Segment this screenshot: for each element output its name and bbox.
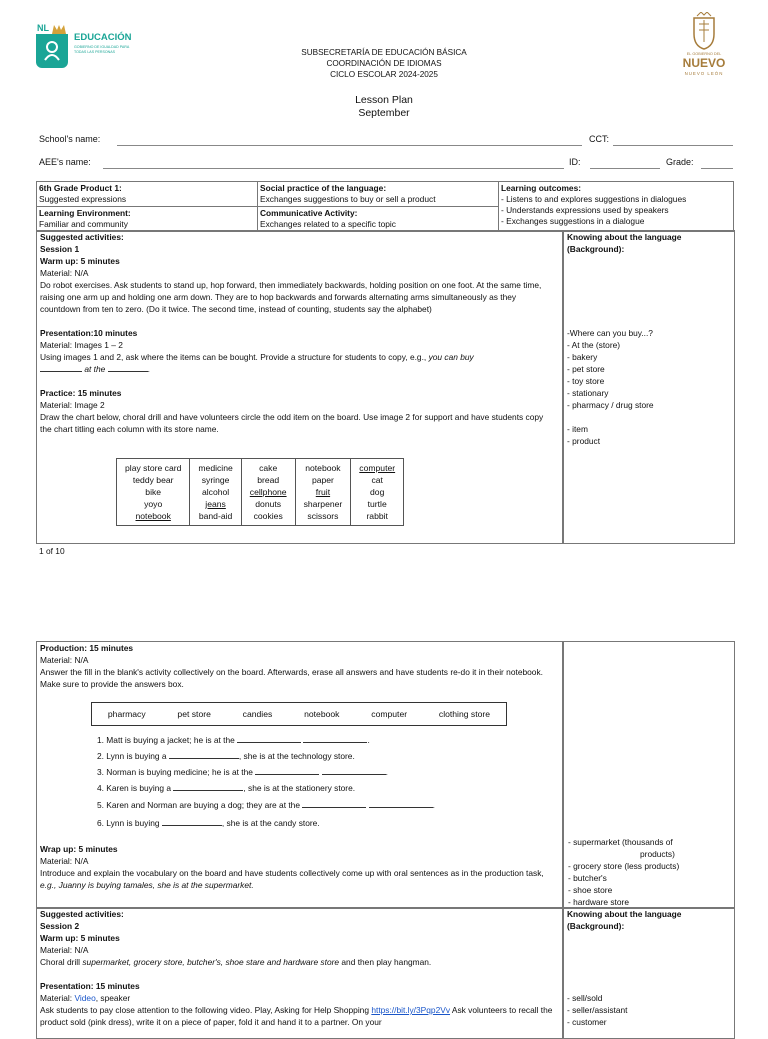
wrapup-section [40,843,556,891]
chart-item: cookies [253,511,283,521]
social-value: Exchanges suggestions to buy or sell a product [260,194,436,204]
structure-blank-1 [40,363,82,372]
chart-item: turtle [367,499,387,509]
wordbank-item: clothing store [438,709,491,719]
answer-blank[interactable] [169,750,239,759]
sentence-text: , she is at the candy store. [221,818,320,828]
fill-sentence-3: 3. Norman is buying medicine; he is at the . [97,767,388,777]
product-label: 6th Grade Product 1: [39,183,122,193]
sentence-text: 5. Karen and Norman are buying a dog; they are at the [97,800,300,810]
social-cell [258,182,499,207]
session2-warmup-text [40,956,558,968]
bg-list-item: - pharmacy / drug store [567,400,654,410]
chart-column [190,459,241,526]
fill-sentence-4 [97,782,355,793]
info-table [36,181,734,232]
chart-item: notebook [305,463,341,473]
chart-item: play store card [125,463,182,473]
chart-item: bike [145,487,162,497]
nuevo-leon-logo [672,12,736,80]
environment-value: Familiar and community [39,219,128,229]
outcome-2: - Understands expressions used by speakers [501,205,669,215]
social-label: Social practice of the language: [260,183,387,193]
gov-big-text: NUEVO [682,56,726,70]
gov-small-text: EL GOBIERNO DEL [686,52,722,56]
session1-presentation-text: Using images 1 and 2, ask where the items can be bought. Provide a structure for students to copy, e.g., [40,352,427,362]
education-tagline: GOBIERNO DE IGUALDAD PARA TODAS LAS PERSONAS [74,45,130,54]
session1-label: Session 1 [40,244,80,254]
session1-practice-material: Material: Image 2 [40,400,105,410]
fill-sentence-6 [97,817,320,828]
sentence-text: , she is at the stationery store. [243,783,356,793]
sentence-text: 3. Norman is buying medicine; he is at the [97,767,253,777]
bg-list-item: - stationary [567,388,609,398]
session2-pres-material [40,992,558,1004]
session2-knowing-title: Knowing about the language (Background): [567,909,682,931]
chart-item: syringe [201,475,230,485]
child-figure-icon [42,40,62,62]
session1-heading: Suggested activities: [40,232,124,242]
sentence-text: , she is at the technology store. [238,751,355,761]
sentence-text: 2. Lynn is buying a [97,751,167,761]
session1-warmup-text: Do robot exercises. Ask students to stand up, hop forward, then immediately backwards, holding position on one foot. At the same time, raising one arm up and holding one arm down. They are to hop backwards and forwards alternating arms simultaneously as they countdown from ten to zero. (Do it twice. The second time, instead of counting, students say the alphabet) [40,280,542,314]
chart-item: scissors [307,511,339,521]
session1-knowing-title: Knowing about the language (Background): [567,232,682,254]
chart-item: computer [359,463,396,473]
aee-name-label: AEE's name: [39,157,91,167]
communicative-value: Exchanges related to a specific topic [260,219,396,229]
answer-blank[interactable] [173,782,243,791]
session1-structure-line: at the . [40,363,556,375]
header-line-3: CICLO ESCOLAR 2024-2025 [330,70,438,79]
structure-part-b: at the [84,364,106,374]
bg-list-item: - bakery [567,352,598,362]
session1-practice-text: Draw the chart below, choral drill and have volunteers circle the odd item on the board. Use image 2 for support and have students copy the chart titling each column with its store name. [40,412,544,434]
bg-customer: - customer [567,1017,607,1027]
bg-hardware: - hardware store [568,897,629,907]
bg-butchers: - butcher's [568,873,607,883]
chart-item: donuts [255,499,282,509]
production-title: Production: 15 minutes [40,643,134,653]
header-line-1: SUBSECRETARÍA DE EDUCACIÓN BÁSICA [301,48,467,57]
structure-blank-2 [108,363,148,372]
session2-pres-title: Presentation: 15 minutes [40,981,140,991]
gov-sub-text: NUEVO LEÓN [684,71,724,76]
pres-text-a: Ask students to pay close attention to the following video. Play, Asking for Help Shopping [40,1005,369,1015]
crown-icon [52,25,66,34]
answer-blank[interactable] [303,734,367,743]
wrapup-material: Material: N/A [40,856,89,866]
session2-background [567,908,731,1028]
answer-blank[interactable] [302,799,366,808]
chart-item: jeans [205,499,226,509]
production-text: Answer the fill in the blank's activity collectively on the board. Afterwards, erase all answers and have students re-do it in their notebook. Make sure to provide the answers box. [40,667,543,689]
video-link[interactable]: Video [74,993,96,1003]
session1-presentation-title: Presentation:10 minutes [40,328,138,338]
chart-column [117,459,190,526]
wrapup-title: Wrap up: 5 minutes [40,844,118,854]
chart-item: yoyo [144,499,163,509]
fill-sentence-5: 5. Karen and Norman are buying a dog; they are at the . [97,800,435,810]
production-section [40,642,556,690]
bg-sell: - sell/sold [567,993,603,1003]
outcomes-label: Learning outcomes: [501,183,582,193]
bg-seller: - seller/assistant [567,1005,628,1015]
coat-of-arms-icon [689,12,719,50]
answer-blank[interactable] [162,817,222,826]
sentence-text: 1. Matt is buying a jacket; he is at the [97,735,235,745]
wordbank-item: candies [242,709,273,719]
answer-blank[interactable] [237,734,301,743]
production-material: Material: N/A [40,655,89,665]
warmup-text-a: Choral drill [40,957,81,967]
session1-presentation-material: Material: Images 1 – 2 [40,340,123,350]
wordbank-item: pharmacy [107,709,146,719]
id-field[interactable] [590,168,660,169]
session1-warmup-material: Material: N/A [40,268,89,278]
bg-supermarket-cont: products) [640,849,675,859]
chart-item: cat [371,475,383,485]
school-name-label: School's name: [39,134,101,144]
chart-item: sharpener [303,499,343,509]
session2-activities [40,908,558,1028]
outcome-3: - Exchanges suggestions in a dialogue [501,216,645,226]
session1-practice-title: Practice: 15 minutes [40,388,122,398]
chart-item: band-aid [198,511,233,521]
chart-item: medicine [198,463,233,473]
header-line-2: COORDINACIÓN DE IDIOMAS [326,59,442,68]
session2-warmup-material: Material: N/A [40,945,89,955]
outcomes-cell [499,182,734,232]
bg-grocery: - grocery store (less products) [568,861,680,871]
cct-field[interactable] [613,145,733,146]
fill-sentence-1: 1. Matt is buying a jacket; he is at the . [97,735,370,745]
session1-presentation-text-line [40,351,556,363]
pres-text-b: Ask volunteers to recall the product sold (pink dress), write it on a piece of paper, fold it and hand it to a partner. On your [40,1005,553,1027]
product-cell [37,182,258,207]
wrapup-eg: e.g., [40,880,57,890]
bg-store-list [567,351,731,411]
document-month: September [358,107,410,119]
structure-part-a: you can buy [428,352,474,362]
chart-item: cake [259,463,278,473]
session2-pres-text [40,1004,558,1028]
chart-item: bread [257,475,280,485]
bg-item-list [567,423,731,447]
answers-box [91,702,507,726]
chart-item: paper [311,475,334,485]
session2-heading: Suggested activities: [40,909,124,919]
session2-label: Session 2 [40,921,80,931]
pres-material-label: Material: [40,993,73,1003]
chart-item: teddy bear [132,475,174,485]
answer-blank[interactable] [369,799,433,808]
grade-label: Grade: [666,157,694,167]
bg-list-item: - pet store [567,364,605,374]
education-title: EDUCACIÓN [74,32,132,43]
bg-shoe-store: - shoe store [568,885,613,895]
communicative-label: Communicative Activity: [260,208,358,218]
store-items-chart [116,458,404,526]
header-block [230,47,538,80]
sentence-text: 4. Karen is buying a [97,783,172,793]
wrapup-text-main: Introduce and explain the vocabulary on the board and have students collectively come up with oral sentences as in the production task, [40,868,544,878]
id-label: ID: [569,157,581,167]
school-name-field[interactable] [117,145,582,146]
bg-at-the-store: - At the (store) [567,340,621,350]
shopping-video-url[interactable]: https://bit.ly/3Pqp2Vv [371,1005,451,1015]
wordbank-item: computer [371,709,408,719]
fill-sentence-2 [97,750,355,761]
chart-item: rabbit [366,511,388,521]
warmup-text-b: and then play hangman. [341,957,432,967]
document-title: Lesson Plan [355,94,413,106]
wrapup-example: Juanny is buying tamales, she is at the supermarket. [58,880,254,890]
aee-name-field[interactable] [103,168,564,169]
wrapup-text [40,867,556,891]
communicative-cell [258,207,499,232]
wrapup-background [568,836,732,908]
chart-column [295,459,351,526]
chart-item: alcohol [201,487,230,497]
wordbank-item: notebook [304,709,340,719]
wordbank-item: pet store [177,709,211,719]
environment-label: Learning Environment: [39,208,131,218]
bg-question: -Where can you buy...? [567,328,653,338]
session1-activities [40,231,556,435]
page-footer: 1 of 10 [39,546,65,556]
sentence-text: 6. Lynn is buying [97,818,160,828]
education-logo [36,24,136,72]
chart-column [351,459,404,526]
bg-list-item: - product [567,436,601,446]
cct-label: CCT: [589,134,609,144]
bg-supermarket: - supermarket (thousands of [568,837,673,847]
chart-item: cellphone [249,487,287,497]
grade-field[interactable] [701,168,733,169]
chart-item: fruit [315,487,331,497]
chart-item: notebook [135,511,171,521]
bg-list-item: - item [567,424,588,434]
session1-warmup-title: Warm up: 5 minutes [40,256,120,266]
product-value: Suggested expressions [39,194,127,204]
chart-item: dog [370,487,385,497]
environment-cell [37,207,258,232]
chart-column [241,459,295,526]
answer-blank[interactable] [322,766,386,775]
answer-blank[interactable] [255,766,319,775]
bg-list-item: - toy store [567,376,605,386]
session1-background [567,231,731,447]
nl-badge-text: NL [37,23,49,33]
outcome-1: - Listens to and explores suggestions in dialogues [501,194,687,204]
warmup-vocab: supermarket, grocery store, butcher's, shoe stare and hardware store [82,957,340,967]
session2-warmup-title: Warm up: 5 minutes [40,933,120,943]
pres-material-speaker: , speaker [95,993,131,1003]
